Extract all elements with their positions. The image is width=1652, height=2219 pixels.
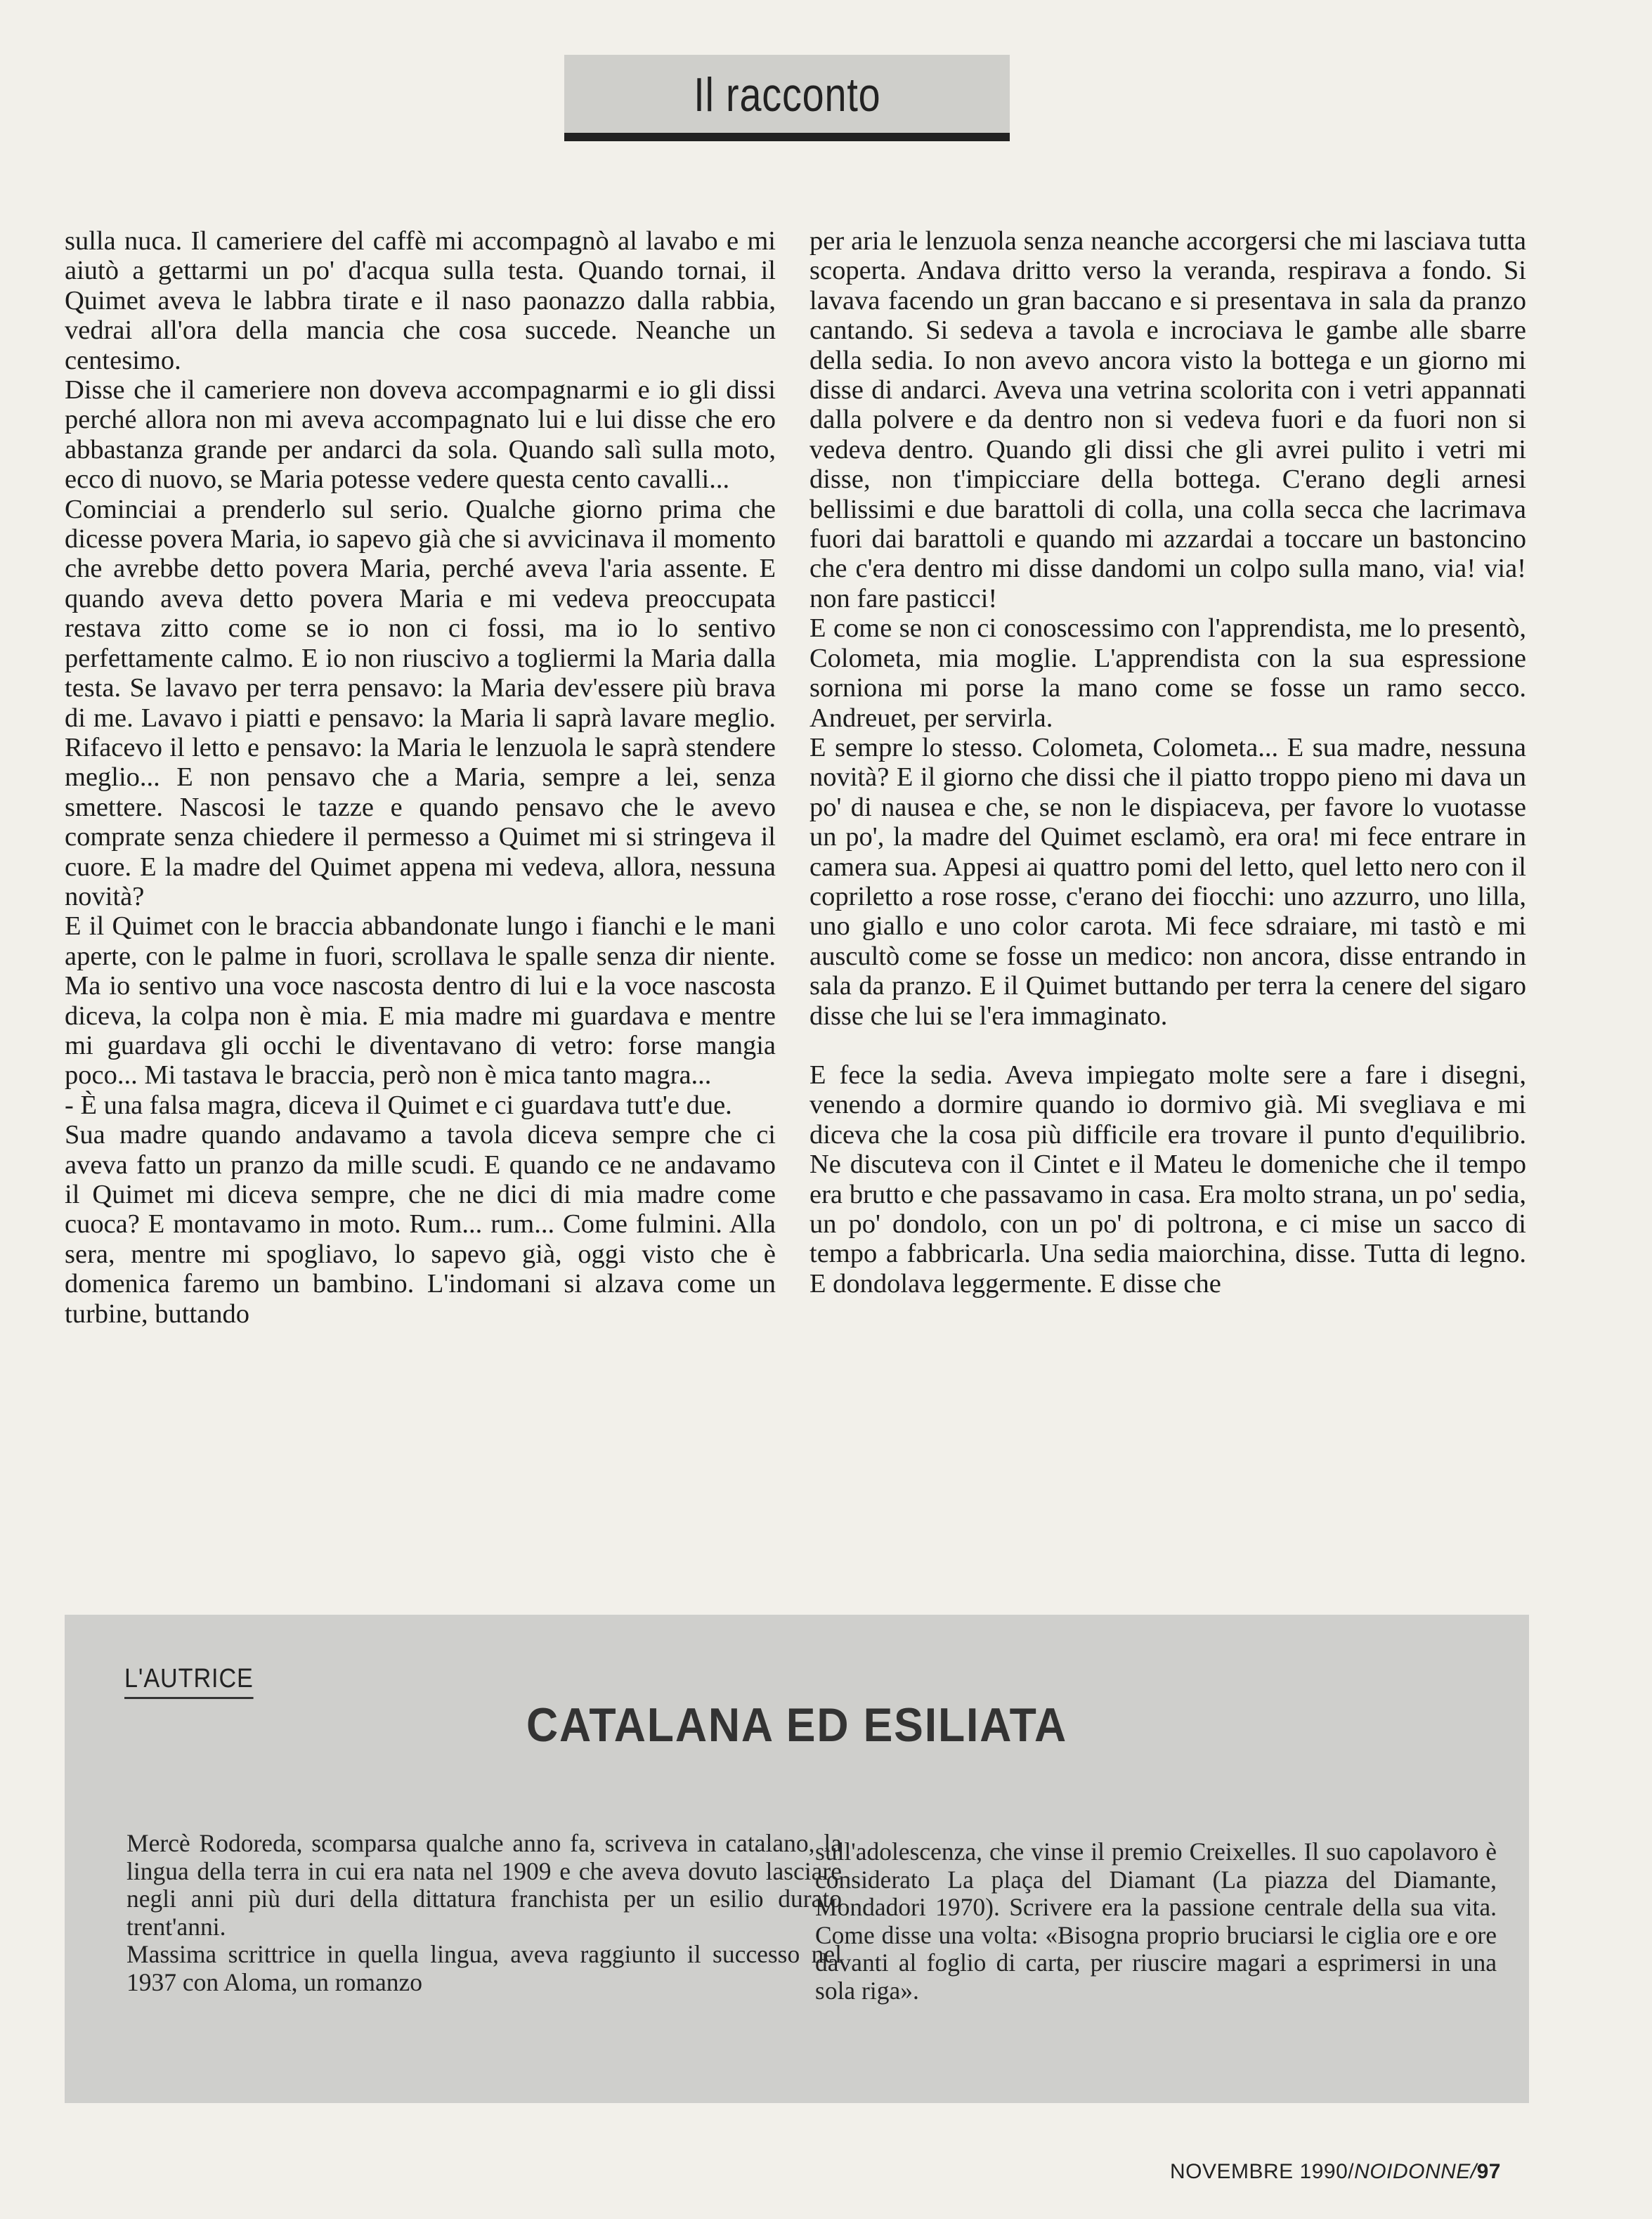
sidebar-left-column	[126, 1830, 842, 1996]
page-number: 97	[1476, 2160, 1501, 2183]
paragraph: per aria le lenzuola senza neanche accorgersi che mi lasciava tutta scoperta. Andava dritto verso la veranda, respirava a fondo. Si lavava facendo un gran baccano e si presentava in sala da pranzo cantando. Si sedeva a tavola e incrociava le gambe alle sbarre della sedia. Io non avevo ancora visto la bottega e un giorno mi disse di andarci. Aveva una vetrina scolorita con i vetri appannati dalla polvere e da dentro non si vedeva fuori e da fuori non si vedeva dentro. Quando gli dissi che gli avrei pulito i vetri mi disse, non t'impicciare della bottega. C'erano degli arnesi bellissimi e due barattoli di colla, una colla secca che lacrimava fuori dai barattoli e quando mi azzardai a toccare un bastoncino che c'era dentro mi disse dandomi un colpo sulla mano, via! via! non fare pasticci!	[809, 226, 1526, 613]
article-left-column	[65, 226, 776, 1329]
paragraph: E come se non ci conoscessimo con l'apprendista, me lo presentò, Colometa, mia moglie. L'apprendista con la sua espressione sorniona mi porse la mano come se fosse un ramo secco. Andreuet, per servirla.	[809, 613, 1526, 733]
paragraph: Disse che il cameriere non doveva accompagnarmi e io gli dissi perché allora non mi aveva accompagnato lui e lui disse che ero abbastanza grande per andarci da sola. Quando salì sulla moto, ecco di nuovo, se Maria potesse vedere questa cento cavalli...	[65, 375, 776, 495]
footer-date: NOVEMBRE 1990/	[1170, 2160, 1355, 2183]
page-footer	[1170, 2160, 1501, 2184]
paragraph: Sua madre quando andavamo a tavola diceva sempre che ci aveva fatto un pranzo da mille scudi. E quando ce ne andavamo il Quimet mi diceva sempre, che ne dici di mia madre come cuoca? E montavamo in moto. Rum... rum... Come fulmini. Alla sera, mentre mi spogliavo, lo sapevo già, oggi visto che è domenica faremo un bambino. L'indomani si alzava come un turbine, buttando	[65, 1120, 776, 1329]
section-title: Il racconto	[693, 67, 881, 122]
paragraph: - È una falsa magra, diceva il Quimet e ci guardava tutt'e due.	[65, 1090, 732, 1120]
section-header	[564, 55, 1010, 141]
paragraph: sulla nuca. Il cameriere del caffè mi accompagnò al lavabo e mi aiutò a gettarmi un po' d'acqua sulla testa. Quando tornai, il Quimet aveva le labbra tirate e il naso paonazzo dalla rabbia, vedrai all'ora della mancia che cosa succede. Neanche un centesimo.	[65, 226, 776, 375]
paragraph: E fece la sedia. Aveva impiegato molte sere a fare i disegni, venendo a dormire quando io dormivo già. Mi svegliava e mi diceva che la cosa più difficile era trovare il punto d'equilibrio. Ne discuteva con il Cintet e il Mateu le domeniche che il tempo era brutto e che passavamo in casa. Era molto strana, un po' sedia, un po' dondolo, con un po' di poltrona, e ci mise un sacco di tempo a fabbricarla. Una sedia maiorchina, disse. Tutta di legno. E dondolava leggermente. E disse che	[809, 1060, 1526, 1299]
article-right-column	[809, 226, 1526, 1299]
sidebar-label: L'AUTRICE	[124, 1664, 254, 1699]
paragraph: E sempre lo stesso. Colometa, Colometa... E sua madre, nessuna novità? E il giorno che dissi che il piatto troppo pieno mi dava un po' di nausea e che, se non le dispiaceva, per favore lo vuotasse un po', la madre del Quimet esclamò, era ora! mi fece entrare in camera sua. Appesi ai quattro pomi del letto, quel letto nero con il copriletto a rose rosse, c'erano dei fiocchi: uno azzurro, uno lilla, uno giallo e uno color carota. Mi fece sdraiare, mi tastò e mi auscultò come se fosse un medico: non ancora, disse entrando in sala da pranzo. E il Quimet buttando per terra la cenere del sigaro disse che lui se l'era immaginato.	[809, 732, 1526, 1031]
footer-magazine: NOIDONNE/	[1354, 2160, 1477, 2183]
sidebar-title: CATALANA ED ESILIATA	[526, 1698, 1068, 1752]
paragraph: E il Quimet con le braccia abbandonate lungo i fianchi e le mani aperte, con le palme in fuori, scrollava le spalle senza dir niente. Ma io sentivo una voce nascosta dentro di lui e la voce nascosta diceva, la colpa non è mia. E mia madre mi guardava e mentre mi guardava gli occhi le diventavano di vetro: forse mangia poco... Mi tastava le braccia, però non è mica tanto magra...	[65, 911, 776, 1091]
sidebar-paragraph: Mercè Rodoreda, scomparsa qualche anno fa, scriveva in catalano, la lingua della terra in cui era nata nel 1909 e che aveva dovuto lasciare negli anni più duri della dittatura franchista per un esilio durato trent'anni.	[126, 1829, 842, 1941]
sidebar-right-column	[815, 1838, 1497, 2005]
paragraph: Cominciai a prenderlo sul serio. Qualche giorno prima che dicesse povera Maria, io sapevo già che si avvicinava il momento che avrebbe detto povera Maria, perché aveva l'aria assente. E quando aveva detto povera Maria e mi vedeva preoccupata restava zitto come se io non ci fossi, ma io lo sentivo perfettamente calmo. E io non riuscivo a togliermi la Maria dalla testa. Se lavavo per terra pensavo: la Maria dev'essere più brava di me. Lavavo i piatti e pensavo: la Maria li saprà lavare meglio. Rifacevo il letto e pensavo: la Maria le lenzuola le saprà stendere meglio... E non pensavo che a Maria, sempre a lei, senza smettere. Nascosi le tazze e quando pensavo che le avevo comprate senza chiedere il permesso a Quimet mi si stringeva il cuore. E la madre del Quimet appena mi vedeva, allora, nessuna novità?	[65, 494, 776, 911]
sidebar-paragraph: Massima scrittrice in quella lingua, aveva raggiunto il successo nel 1937 con Aloma, un romanzo	[126, 1940, 842, 1996]
author-sidebar-box	[65, 1615, 1529, 2103]
sidebar-paragraph: sull'adolescenza, che vinse il premio Creixelles. Il suo capolavoro è considerato La plaça del Diamant (La piazza del Diamante, Mondadori 1970). Scrivere era la passione centrale della sua vita. Come disse una volta: «Bisogna proprio bruciarsi le ciglia ore e ore davanti al foglio di carta, per riuscire magari a esprimersi in una sola riga».	[815, 1837, 1497, 2005]
